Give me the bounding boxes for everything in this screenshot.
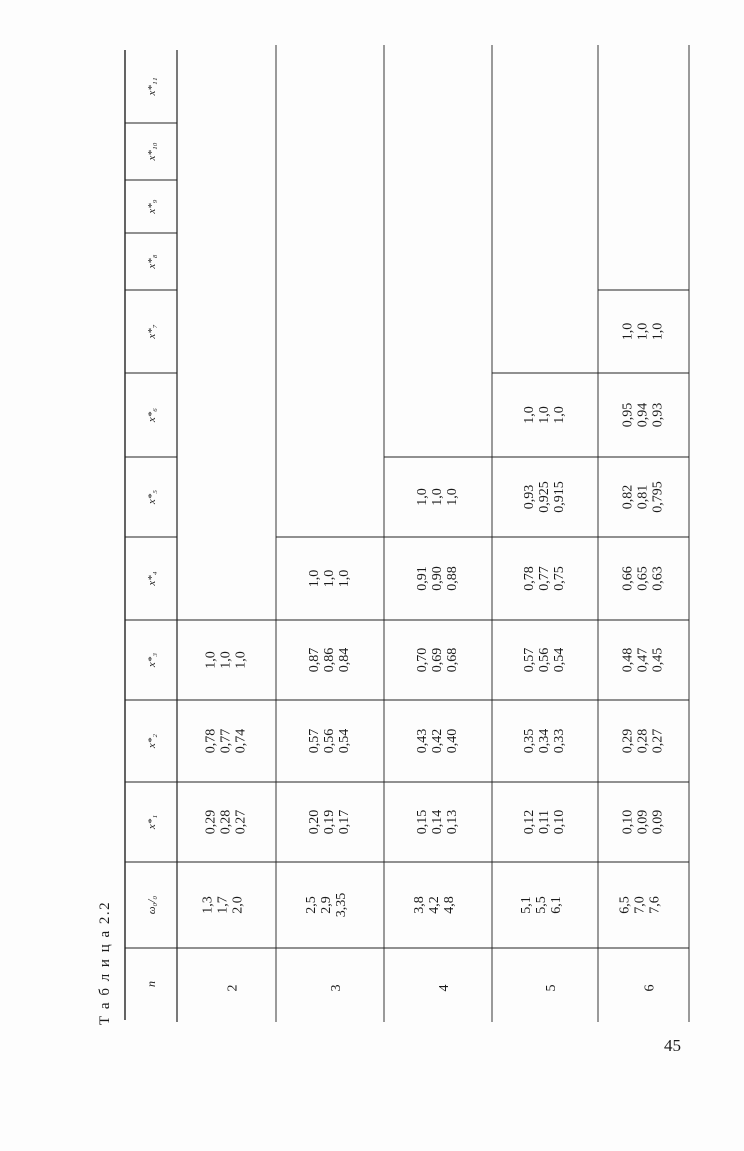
x-value: 0,56 [537, 647, 552, 673]
x-value: 0,69 [430, 647, 445, 673]
omega-value: 3,35 [334, 892, 349, 918]
header-x-3: x*₃ [146, 652, 158, 668]
x-value: 0,90 [430, 566, 445, 591]
row-n: 6 [642, 984, 658, 992]
x-value: 0,88 [445, 566, 460, 591]
omega-value: 2,5 [304, 896, 319, 914]
x-value: 0,68 [445, 647, 460, 673]
x-value: 0,12 [522, 809, 537, 835]
header-x-1: x*₁ [146, 814, 158, 830]
x-value: 1,0 [337, 569, 352, 588]
x-value: 0,78 [522, 566, 537, 591]
omega-value: 6,5 [617, 896, 633, 914]
x-value: 0,74 [233, 728, 249, 754]
x-value: 0,915 [552, 481, 567, 513]
x-value: 0,82 [620, 484, 636, 510]
x-value: 1,0 [552, 406, 567, 424]
x-value: 0,78 [203, 728, 219, 754]
x-value: 0,35 [522, 728, 537, 754]
x-value: 1,0 [650, 322, 666, 341]
x-value: 0,43 [415, 728, 430, 754]
page-number: 45 [664, 1036, 681, 1055]
x-value: 1,0 [203, 651, 219, 669]
x-value: 0,91 [415, 566, 430, 591]
x-value: 0,77 [537, 566, 552, 591]
header-x-7: x*₇ [146, 324, 158, 339]
x-value: 1,0 [620, 322, 636, 341]
omega-value: 7,6 [647, 896, 663, 914]
x-value: 0,65 [635, 566, 651, 591]
x-value: 0,09 [650, 809, 666, 835]
x-value: 1,0 [307, 569, 322, 588]
row-n: 4 [437, 984, 452, 992]
x-value: 0,17 [337, 809, 352, 835]
x-value: 0,93 [522, 484, 537, 510]
x-value: 0,10 [620, 809, 636, 835]
x-value: 1,0 [322, 569, 337, 588]
x-value: 1,0 [233, 651, 249, 669]
x-value: 1,0 [430, 488, 445, 506]
x-value: 1,0 [635, 322, 651, 341]
x-value: 0,94 [635, 402, 651, 428]
header-x-5: x*₅ [146, 489, 158, 505]
x-value: 0,13 [445, 809, 460, 835]
x-value: 0,42 [430, 728, 445, 754]
x-value: 0,28 [218, 809, 234, 835]
header-n: n [144, 981, 158, 987]
x-value: 0,11 [537, 810, 552, 834]
x-value: 0,40 [445, 728, 460, 754]
x-value: 0,15 [415, 809, 430, 835]
x-value: 0,33 [552, 728, 567, 754]
x-value: 0,19 [322, 809, 337, 835]
x-value: 0,45 [650, 647, 666, 673]
header-x-4: x*₄ [146, 571, 158, 586]
x-value: 0,925 [537, 481, 552, 513]
x-value: 0,87 [307, 647, 322, 673]
header-x-2: x*₂ [146, 733, 158, 749]
x-value: 0,20 [307, 809, 322, 835]
header-x-10: x*₁₀ [146, 142, 158, 161]
x-value: 0,10 [552, 809, 567, 835]
header-omega: ω₀/₀ [146, 895, 158, 915]
x-value: 0,795 [650, 481, 666, 513]
omega-value: 2,9 [319, 896, 334, 914]
x-value: 0,95 [620, 402, 636, 428]
row-n: 2 [225, 984, 241, 992]
header-x-9: x*₉ [146, 199, 158, 214]
omega-value: 4,8 [442, 896, 457, 914]
x-value: 1,0 [415, 488, 430, 506]
omega-value: 4,2 [427, 896, 442, 914]
x-value: 0,57 [522, 647, 537, 673]
omega-value: 1,7 [215, 896, 231, 914]
x-value: 0,14 [430, 809, 445, 835]
x-value: 0,27 [650, 728, 666, 754]
row-n: 3 [329, 984, 344, 992]
header-x-6: x*₆ [146, 407, 158, 423]
omega-value: 1,3 [200, 896, 216, 914]
x-value: 0,47 [635, 647, 651, 673]
table-rules [125, 45, 689, 1022]
x-value: 0,48 [620, 647, 636, 673]
row-n: 5 [544, 984, 559, 992]
x-value: 0,09 [635, 809, 651, 835]
omega-value: 5,1 [519, 896, 534, 914]
x-value: 0,93 [650, 402, 666, 428]
x-value: 0,54 [552, 647, 567, 673]
x-value: 0,28 [635, 728, 651, 754]
x-value: 0,86 [322, 647, 337, 673]
omega-value: 7,0 [632, 896, 648, 914]
x-value: 0,77 [218, 728, 234, 754]
table-cells [144, 77, 666, 991]
x-value: 0,81 [635, 484, 651, 510]
x-value: 0,34 [537, 728, 552, 754]
x-value: 1,0 [218, 651, 234, 669]
x-value: 1,0 [537, 406, 552, 424]
omega-value: 3,8 [412, 896, 427, 914]
x-value: 1,0 [445, 488, 460, 506]
x-value: 0,56 [322, 728, 337, 754]
x-value: 0,66 [620, 566, 636, 591]
x-value: 0,63 [650, 566, 666, 591]
header-x-11: x*₁₁ [146, 77, 158, 96]
omega-value: 2,0 [230, 896, 246, 914]
header-x-8: x*₈ [146, 254, 158, 269]
x-value: 0,84 [337, 647, 352, 673]
x-value: 0,29 [203, 809, 219, 835]
omega-value: 5,5 [534, 896, 549, 914]
x-value: 0,75 [552, 566, 567, 591]
x-value: 0,57 [307, 728, 322, 754]
omega-value: 6,1 [549, 896, 564, 914]
x-value: 0,54 [337, 728, 352, 754]
x-value: 1,0 [522, 406, 537, 424]
x-value: 0,70 [415, 647, 430, 673]
x-value: 0,27 [233, 809, 249, 835]
table-caption: Т а б л и ц а 2.2 [97, 900, 113, 1025]
x-value: 0,29 [620, 728, 636, 754]
